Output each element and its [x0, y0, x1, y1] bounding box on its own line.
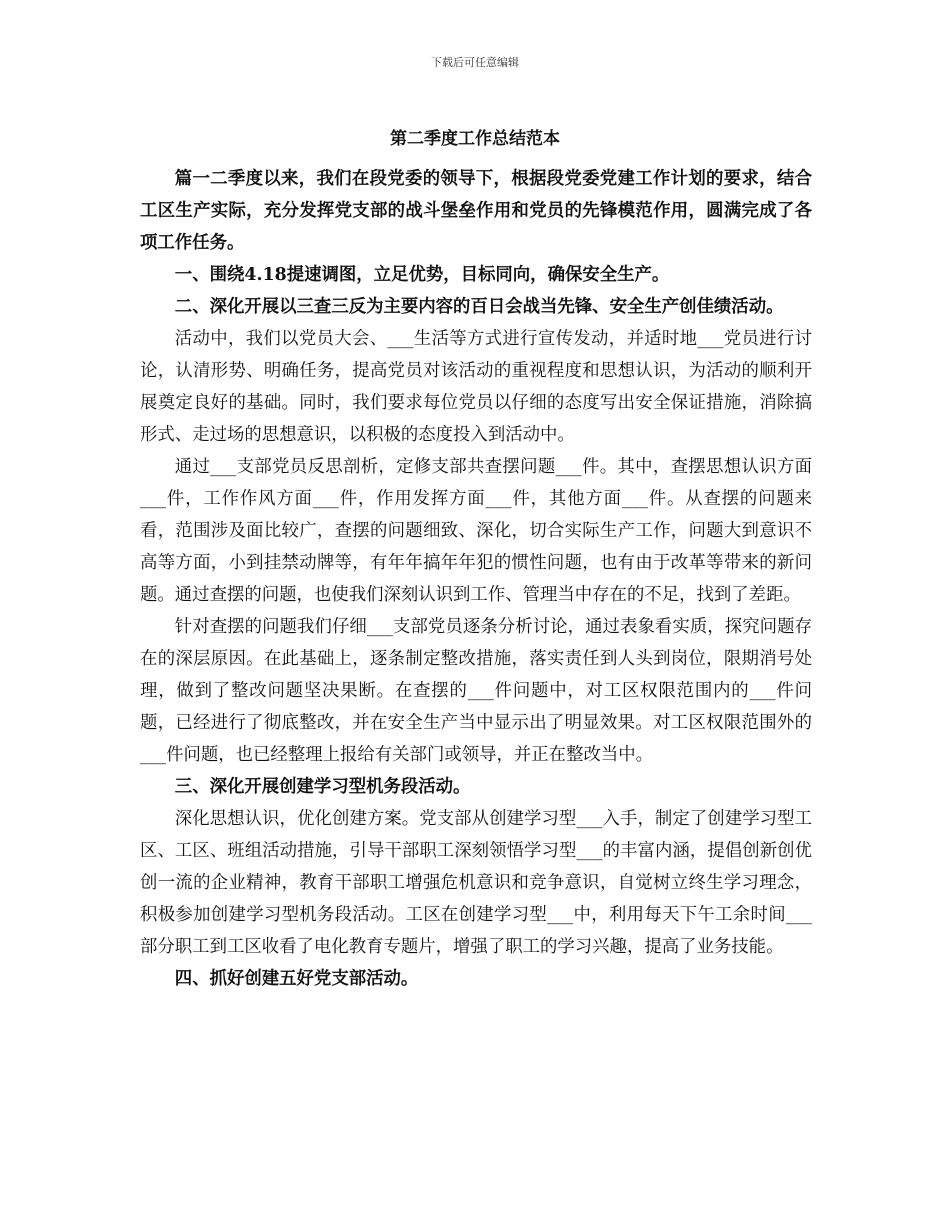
paragraph-activity: 活动中，我们以党员大会、___生活等方式进行宣传发动，并适时地___党员进行讨论，认清形势、明确任务，提高党员对该活动的重视程度和思想认识，为活动的顺利开展奠定良好的基础。同时，我们要求每位党员以仔细的态度写出安全保证措施，消除搞形式、走过场的思想意识，以积极的态度投入到活动中。 [140, 329, 812, 445]
heading-section-3: 三、深化开展创建学习型机务段活动。 [174, 777, 471, 797]
paragraph-reflection: 通过___支部党员反思剖析，定修支部共查摆问题___件。其中，查摆思想认识方面___件，工作作风方面___件，作用发挥方面___件，其他方面___件。从查摆的问题来看，范围涉及面比较广，查摆的问题细致、深化，切合实际生产工作，问题大到意识不高等方面，小到挂禁动牌等，有年年搞年年犯的惯性问题，也有由于改革等带来的新问题。通过查摆的问题，也使我们深刻认识到工作、管理当中存在的不足，找到了差距。 [140, 457, 812, 605]
document-body [140, 163, 812, 995]
heading-section-4: 四、抓好创建五好党支部活动。 [174, 969, 419, 989]
heading-section-2: 二、深化开展以三查三反为主要内容的百日会战当先锋、安全生产创佳绩活动。 [174, 297, 784, 317]
document-title: 第二季度工作总结范本 [390, 129, 560, 149]
header-note: 下载后可任意编辑 [431, 56, 519, 69]
paragraph-intro: 篇一二季度以来，我们在段党委的领导下，根据段党委党建工作计划的要求，结合工区生产实际，充分发挥党支部的战斗堡垒作用和党员的先锋模范作用，圆满完成了各项工作任务。 [140, 169, 812, 253]
paragraph-learning: 深化思想认识，优化创建方案。党支部从创建学习型___入手，制定了创建学习型工区、工区、班组活动措施，引导干部职工深刻领悟学习型___的丰富内涵，提倡创新创优创一流的企业精神，教育干部职工增强危机意识和竞争意识，自觉树立终生学习理念，积极参加创建学习型机务段活动。工区在创建学习型___中，利用每天下午工余时间___部分职工到工区收看了电化教育专题片，增强了职工的学习兴趣，提高了业务技能。 [140, 809, 812, 957]
paragraph-rectification: 针对查摆的问题我们仔细___支部党员逐条分析讨论，通过表象看实质，探究问题存在的深层原因。在此基础上，逐条制定整改措施，落实责任到人头到岗位，限期消号处理，做到了整改问题坚决果断。在查摆的___件问题中，对工区权限范围内的___件问题，已经进行了彻底整改，并在安全生产当中显示出了明显效果。对工区权限范围外的___件问题，也已经整理上报给有关部门或领导，并正在整改当中。 [140, 617, 812, 765]
heading-section-1: 一、围绕4.18提速调图，立足优势，目标同向，确保安全生产。 [174, 265, 670, 285]
